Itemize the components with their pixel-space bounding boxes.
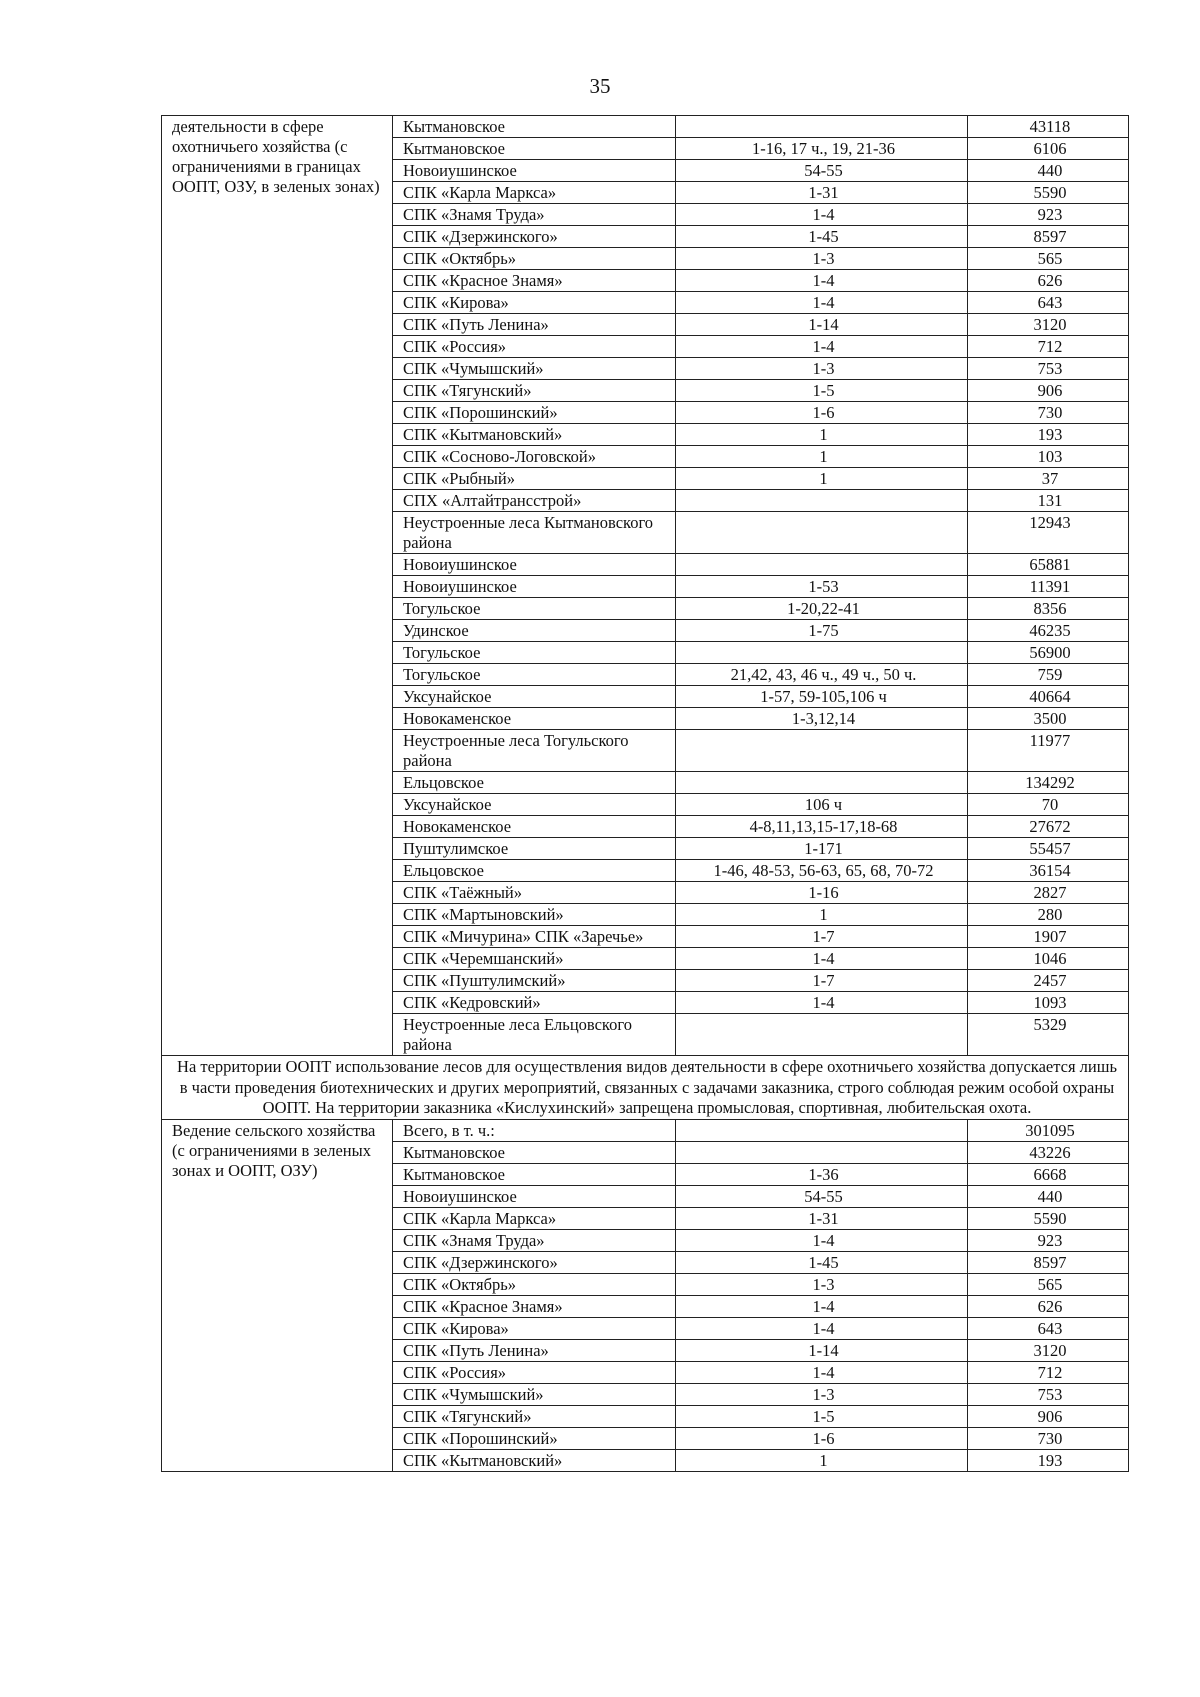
area-cell: 730 [968, 1427, 1129, 1449]
quarters-cell: 1-14 [676, 1339, 968, 1361]
forestry-name-cell: СПК «Кирова» [393, 1317, 676, 1339]
quarters-cell [676, 1014, 968, 1056]
forestry-name-cell: Новоиушинское [393, 576, 676, 598]
area-cell: 12943 [968, 512, 1129, 554]
area-cell: 70 [968, 794, 1129, 816]
forestry-name-cell: СПК «Чумышский» [393, 358, 676, 380]
forestry-name-cell: СПК «Рыбный» [393, 468, 676, 490]
forestry-name-cell: СПК «Октябрь» [393, 248, 676, 270]
quarters-cell: 1-20,22-41 [676, 598, 968, 620]
area-cell: 8597 [968, 226, 1129, 248]
area-cell: 40664 [968, 686, 1129, 708]
forestry-name-cell: Ельцовское [393, 860, 676, 882]
note-row [162, 1056, 1129, 1120]
area-cell: 56900 [968, 642, 1129, 664]
quarters-cell: 1-4 [676, 1317, 968, 1339]
quarters-cell [676, 730, 968, 772]
forestry-name-cell: СПК «Путь Ленина» [393, 314, 676, 336]
forestry-name-cell: СПК «Красное Знамя» [393, 1295, 676, 1317]
area-cell: 753 [968, 358, 1129, 380]
area-cell: 11977 [968, 730, 1129, 772]
area-cell: 565 [968, 248, 1129, 270]
quarters-cell: 1-46, 48-53, 56-63, 65, 68, 70-72 [676, 860, 968, 882]
quarters-cell: 54-55 [676, 160, 968, 182]
quarters-cell [676, 554, 968, 576]
forestry-name-cell: СПК «Тягунский» [393, 380, 676, 402]
area-cell: 923 [968, 1229, 1129, 1251]
forestry-name-cell: Уксунайское [393, 686, 676, 708]
forestry-name-cell: СПК «Кытмановский» [393, 424, 676, 446]
area-cell: 643 [968, 1317, 1129, 1339]
forestry-name-cell: Новоиушинское [393, 554, 676, 576]
area-cell: 193 [968, 424, 1129, 446]
quarters-cell: 1-3 [676, 248, 968, 270]
area-cell: 1093 [968, 992, 1129, 1014]
quarters-cell: 1-4 [676, 1295, 968, 1317]
quarters-cell: 1 [676, 1449, 968, 1471]
forestry-name-cell: Новоиушинское [393, 1185, 676, 1207]
area-cell: 712 [968, 1361, 1129, 1383]
forestry-name-cell: СПК «Порошинский» [393, 402, 676, 424]
quarters-cell: 1-36 [676, 1163, 968, 1185]
forestry-name-cell: СПХ «Алтайтрансстрой» [393, 490, 676, 512]
quarters-cell: 54-55 [676, 1185, 968, 1207]
forestry-name-cell: СПК «Путь Ленина» [393, 1339, 676, 1361]
area-cell: 626 [968, 1295, 1129, 1317]
area-cell: 3120 [968, 314, 1129, 336]
quarters-cell: 1-171 [676, 838, 968, 860]
quarters-cell: 1-3 [676, 1273, 968, 1295]
forestry-name-cell: СПК «Таёжный» [393, 882, 676, 904]
forestry-name-cell: СПК «Чумышский» [393, 1383, 676, 1405]
quarters-cell: 1-4 [676, 336, 968, 358]
quarters-cell: 1-4 [676, 1361, 968, 1383]
forestry-name-cell: Ельцовское [393, 772, 676, 794]
forestry-name-cell: СПК «Сосново-Логовской» [393, 446, 676, 468]
area-cell: 3500 [968, 708, 1129, 730]
quarters-cell: 1-16 [676, 882, 968, 904]
activity-cell: Ведение сельского хозяйства (с ограничениями в зеленых зонах и ООПТ, ОЗУ) [162, 1119, 393, 1471]
forestry-name-cell: СПК «Кытмановский» [393, 1449, 676, 1471]
forestry-name-cell: Новокаменское [393, 816, 676, 838]
quarters-cell: 1-4 [676, 948, 968, 970]
quarters-cell: 1 [676, 904, 968, 926]
quarters-cell: 1-4 [676, 270, 968, 292]
area-cell: 6106 [968, 138, 1129, 160]
area-cell: 5590 [968, 1207, 1129, 1229]
table-body [162, 116, 1129, 1472]
area-cell: 27672 [968, 816, 1129, 838]
quarters-cell: 1 [676, 446, 968, 468]
quarters-cell: 106 ч [676, 794, 968, 816]
page-number: 35 [589, 74, 611, 98]
area-cell: 55457 [968, 838, 1129, 860]
forestry-name-cell: СПК «Дзержинского» [393, 226, 676, 248]
quarters-cell: 1-4 [676, 1229, 968, 1251]
quarters-cell: 1-57, 59-105,106 ч [676, 686, 968, 708]
quarters-cell [676, 772, 968, 794]
area-cell: 753 [968, 1383, 1129, 1405]
forestry-name-cell: Кытмановское [393, 1141, 676, 1163]
area-cell: 43226 [968, 1141, 1129, 1163]
quarters-cell: 1-4 [676, 292, 968, 314]
forestry-name-cell: Пуштулимское [393, 838, 676, 860]
quarters-cell: 1-3,12,14 [676, 708, 968, 730]
quarters-cell: 4-8,11,13,15-17,18-68 [676, 816, 968, 838]
area-cell: 11391 [968, 576, 1129, 598]
forestry-name-cell: СПК «Мичурина» СПК «Заречье» [393, 926, 676, 948]
forestry-name-cell: СПК «Красное Знамя» [393, 270, 676, 292]
quarters-cell [676, 1141, 968, 1163]
area-cell: 3120 [968, 1339, 1129, 1361]
quarters-cell [676, 116, 968, 138]
area-cell: 923 [968, 204, 1129, 226]
area-cell: 2457 [968, 970, 1129, 992]
quarters-cell: 1-3 [676, 1383, 968, 1405]
area-cell: 65881 [968, 554, 1129, 576]
forestry-name-cell: Тогульское [393, 598, 676, 620]
area-cell: 43118 [968, 116, 1129, 138]
area-cell: 5590 [968, 182, 1129, 204]
area-cell: 134292 [968, 772, 1129, 794]
forestry-name-cell: СПК «Кедровский» [393, 992, 676, 1014]
forestry-name-cell: СПК «Россия» [393, 336, 676, 358]
forestry-name-cell: Неустроенные леса Ельцовского района [393, 1014, 676, 1056]
area-cell: 8356 [968, 598, 1129, 620]
forestry-name-cell: Тогульское [393, 664, 676, 686]
quarters-cell: 1 [676, 468, 968, 490]
quarters-cell: 1-31 [676, 1207, 968, 1229]
area-cell: 626 [968, 270, 1129, 292]
forestry-name-cell: Кытмановское [393, 1163, 676, 1185]
area-cell: 37 [968, 468, 1129, 490]
forestry-name-cell: СПК «Тягунский» [393, 1405, 676, 1427]
quarters-cell: 1-5 [676, 1405, 968, 1427]
area-cell: 193 [968, 1449, 1129, 1471]
area-cell: 906 [968, 1405, 1129, 1427]
area-cell: 440 [968, 1185, 1129, 1207]
quarters-cell: 1-31 [676, 182, 968, 204]
area-cell: 8597 [968, 1251, 1129, 1273]
quarters-cell [676, 642, 968, 664]
area-cell: 103 [968, 446, 1129, 468]
area-cell: 440 [968, 160, 1129, 182]
forestry-name-cell: СПК «Порошинский» [393, 1427, 676, 1449]
area-cell: 36154 [968, 860, 1129, 882]
forestry-name-cell: Кытмановское [393, 138, 676, 160]
activity-cell: деятельности в сфере охотничьего хозяйства (с ограничениями в границах ООПТ, ОЗУ, в зеленых зонах) [162, 116, 393, 1056]
forestry-name-cell: Новоиушинское [393, 160, 676, 182]
area-cell: 280 [968, 904, 1129, 926]
restriction-note: На территории ООПТ использование лесов для осуществления видов деятельности в сфере охотничьего хозяйства допускается лишь в части проведения биотехнических и других мероприятий, связанных с задачами заказника, строго соблюдая режим особой охраны ООПТ. На территории заказника «Кислухинский» запрещена промысловая, спортивная, любительская охота. [162, 1056, 1129, 1120]
quarters-cell [676, 490, 968, 512]
area-cell: 759 [968, 664, 1129, 686]
area-cell: 6668 [968, 1163, 1129, 1185]
quarters-cell: 1-6 [676, 402, 968, 424]
area-cell: 906 [968, 380, 1129, 402]
quarters-cell: 1-4 [676, 992, 968, 1014]
area-cell: 565 [968, 1273, 1129, 1295]
forestry-name-cell: СПК «Кирова» [393, 292, 676, 314]
quarters-cell: 1-3 [676, 358, 968, 380]
quarters-cell: 1-45 [676, 226, 968, 248]
forestry-name-cell: СПК «Дзержинского» [393, 1251, 676, 1273]
forestry-name-cell: Уксунайское [393, 794, 676, 816]
table-row [162, 116, 1129, 138]
quarters-cell [676, 1119, 968, 1141]
quarters-cell: 1-7 [676, 970, 968, 992]
area-cell: 730 [968, 402, 1129, 424]
area-cell: 643 [968, 292, 1129, 314]
quarters-cell: 1-14 [676, 314, 968, 336]
area-cell: 1046 [968, 948, 1129, 970]
area-cell: 5329 [968, 1014, 1129, 1056]
quarters-cell: 1-4 [676, 204, 968, 226]
forestry-name-cell: СПК «Знамя Труда» [393, 204, 676, 226]
area-cell: 1907 [968, 926, 1129, 948]
quarters-cell: 1-5 [676, 380, 968, 402]
forestry-name-cell: Кытмановское [393, 116, 676, 138]
quarters-cell: 1-6 [676, 1427, 968, 1449]
forestry-name-cell: Новокаменское [393, 708, 676, 730]
forestry-name-cell: СПК «Карла Маркса» [393, 1207, 676, 1229]
quarters-cell [676, 512, 968, 554]
table-row [162, 1119, 1129, 1141]
forestry-name-cell: СПК «Россия» [393, 1361, 676, 1383]
quarters-cell: 21,42, 43, 46 ч., 49 ч., 50 ч. [676, 664, 968, 686]
quarters-cell: 1-53 [676, 576, 968, 598]
forestry-name-cell: СПК «Черемшанский» [393, 948, 676, 970]
forest-use-table [161, 115, 1129, 1472]
quarters-cell: 1-16, 17 ч., 19, 21-36 [676, 138, 968, 160]
forestry-name-cell: СПК «Пуштулимский» [393, 970, 676, 992]
forestry-name-cell: Всего, в т. ч.: [393, 1119, 676, 1141]
forestry-name-cell: Неустроенные леса Кытмановского района [393, 512, 676, 554]
quarters-cell: 1-75 [676, 620, 968, 642]
quarters-cell: 1-7 [676, 926, 968, 948]
area-cell: 301095 [968, 1119, 1129, 1141]
forestry-name-cell: СПК «Знамя Труда» [393, 1229, 676, 1251]
forestry-name-cell: Тогульское [393, 642, 676, 664]
area-cell: 131 [968, 490, 1129, 512]
forestry-name-cell: СПК «Карла Маркса» [393, 182, 676, 204]
forestry-name-cell: СПК «Мартыновский» [393, 904, 676, 926]
quarters-cell: 1 [676, 424, 968, 446]
area-cell: 712 [968, 336, 1129, 358]
forestry-name-cell: СПК «Октябрь» [393, 1273, 676, 1295]
quarters-cell: 1-45 [676, 1251, 968, 1273]
area-cell: 46235 [968, 620, 1129, 642]
forestry-name-cell: Неустроенные леса Тогульского района [393, 730, 676, 772]
area-cell: 2827 [968, 882, 1129, 904]
forestry-name-cell: Удинское [393, 620, 676, 642]
